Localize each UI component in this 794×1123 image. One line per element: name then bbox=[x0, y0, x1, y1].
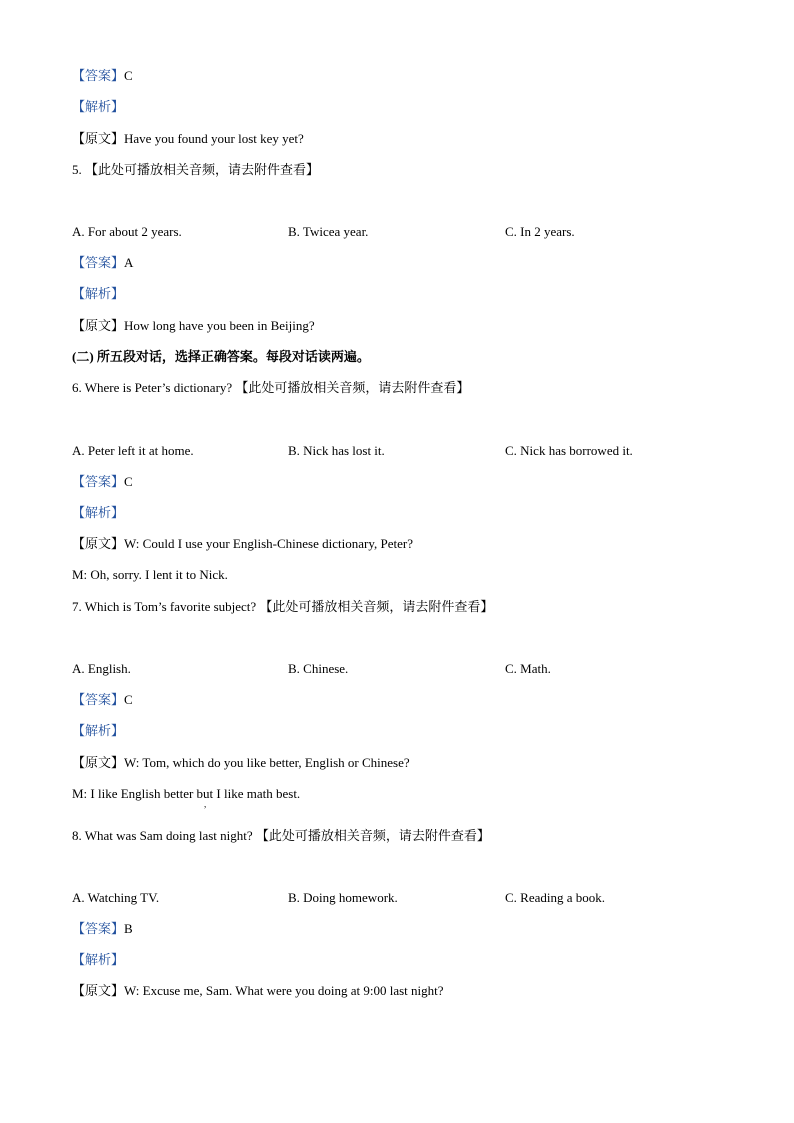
q7-option-b: B. Chinese. bbox=[288, 661, 349, 676]
original-text: Have you found your lost key yet? bbox=[124, 131, 304, 146]
q7-analysis bbox=[72, 722, 124, 740]
q6-original bbox=[72, 535, 413, 553]
q6-title: 6. Where is Peter’s dictionary? 【此处可播放相关音频，请去附件查看】 bbox=[72, 380, 470, 395]
original-text: W: Could I use your English-Chinese dictionary, Peter? bbox=[124, 536, 413, 551]
answer-value: C bbox=[124, 692, 133, 707]
q6-answer bbox=[72, 473, 133, 491]
analysis-label: 【解析】 bbox=[72, 505, 125, 520]
q4-answer bbox=[72, 67, 133, 85]
q6-analysis bbox=[72, 504, 124, 522]
comma-mark: , bbox=[204, 799, 207, 809]
original-label: 【原文】 bbox=[72, 318, 125, 333]
q5-analysis bbox=[72, 285, 124, 303]
q8-answer bbox=[72, 920, 133, 938]
q7-dialogue-line: M: I like English better but I like math best. bbox=[72, 786, 301, 801]
original-text: W: Excuse me, Sam. What were you doing at 9:00 last night? bbox=[124, 983, 444, 998]
q5-option-a: A. For about 2 years. bbox=[72, 224, 182, 239]
q5-original bbox=[72, 317, 315, 335]
answer-value: A bbox=[124, 255, 134, 270]
answer-label: 【答案】 bbox=[72, 474, 125, 489]
answer-label: 【答案】 bbox=[72, 921, 125, 936]
q7-original bbox=[72, 754, 410, 772]
answer-value: C bbox=[124, 68, 133, 83]
q8-option-a: A. Watching TV. bbox=[72, 890, 160, 905]
q5-answer bbox=[72, 254, 133, 272]
q8-title: 8. What was Sam doing last night? 【此处可播放相关音频，请去附件查看】 bbox=[72, 828, 490, 843]
q7-answer bbox=[72, 691, 133, 709]
analysis-label: 【解析】 bbox=[72, 723, 125, 738]
q6-dialogue-line: M: Oh, sorry. I lent it to Nick. bbox=[72, 567, 228, 582]
answer-label: 【答案】 bbox=[72, 692, 125, 707]
answer-value: B bbox=[124, 921, 133, 936]
q7-title: 7. Which is Tom’s favorite subject? 【此处可播放相关音频，请去附件查看】 bbox=[72, 599, 494, 614]
q6-option-a: A. Peter left it at home. bbox=[72, 443, 194, 458]
q7-option-c: C. Math. bbox=[505, 661, 551, 676]
q8-original bbox=[72, 982, 444, 1000]
q8-option-c: C. Reading a book. bbox=[505, 890, 606, 905]
q7-option-a: A. English. bbox=[72, 661, 131, 676]
q8-option-b: B. Doing homework. bbox=[288, 890, 398, 905]
q4-original bbox=[72, 130, 304, 148]
q4-analysis bbox=[72, 98, 124, 116]
q8-analysis bbox=[72, 951, 124, 969]
original-label: 【原文】 bbox=[72, 755, 125, 770]
section-heading: (二) 所五段对话，选择正确答案。每段对话读两遍。 bbox=[72, 349, 370, 364]
analysis-label: 【解析】 bbox=[72, 99, 125, 114]
q6-option-c: C. Nick has borrowed it. bbox=[505, 443, 633, 458]
q5-option-c: C. In 2 years. bbox=[505, 224, 575, 239]
original-label: 【原文】 bbox=[72, 536, 125, 551]
original-text: W: Tom, which do you like better, English or Chinese? bbox=[124, 755, 410, 770]
analysis-label: 【解析】 bbox=[72, 286, 125, 301]
answer-value: C bbox=[124, 474, 133, 489]
answer-label: 【答案】 bbox=[72, 68, 125, 83]
analysis-label: 【解析】 bbox=[72, 952, 125, 967]
original-label: 【原文】 bbox=[72, 131, 125, 146]
original-label: 【原文】 bbox=[72, 983, 125, 998]
answer-label: 【答案】 bbox=[72, 255, 125, 270]
q6-option-b: B. Nick has lost it. bbox=[288, 443, 385, 458]
original-text: How long have you been in Beijing? bbox=[124, 318, 315, 333]
q5-option-b: B. Twicea year. bbox=[288, 224, 369, 239]
q5-title: 5. 【此处可播放相关音频，请去附件查看】 bbox=[72, 162, 320, 177]
